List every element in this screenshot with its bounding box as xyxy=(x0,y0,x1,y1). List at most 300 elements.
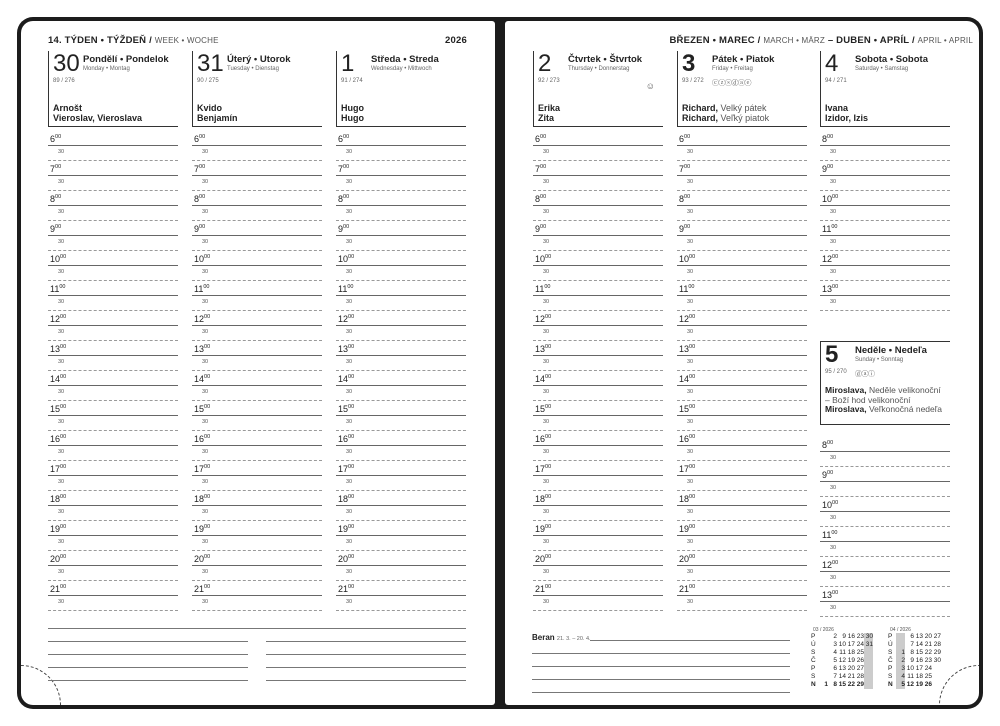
notes-line[interactable] xyxy=(48,680,248,681)
half-hour-label: 30 xyxy=(830,299,837,305)
day-subname: Saturday • Samstag xyxy=(855,66,909,72)
half-hour-label: 30 xyxy=(687,389,694,395)
half-hour-label: 30 xyxy=(830,455,837,461)
time-slot[interactable] xyxy=(677,221,807,251)
half-hour-label: 30 xyxy=(58,539,65,545)
half-hour-label: 30 xyxy=(202,269,209,275)
time-slot[interactable] xyxy=(820,497,950,527)
day-header xyxy=(192,51,322,127)
time-slot[interactable] xyxy=(677,311,807,341)
day-header xyxy=(48,51,178,127)
time-slot[interactable] xyxy=(192,311,322,341)
half-hour-label: 30 xyxy=(543,449,550,455)
mini-calendar-row: S 7 14 21 28 xyxy=(811,673,873,681)
half-hour-label: 30 xyxy=(830,515,837,521)
notes-line[interactable] xyxy=(266,680,466,681)
half-hour-label: 30 xyxy=(202,149,209,155)
half-hour-label: 30 xyxy=(687,329,694,335)
half-hour-label: 30 xyxy=(543,599,550,605)
time-slot[interactable] xyxy=(533,371,663,401)
time-slot[interactable] xyxy=(677,251,807,281)
notes-line[interactable] xyxy=(48,628,466,629)
time-slot[interactable] xyxy=(533,401,663,431)
time-slot[interactable] xyxy=(820,281,950,311)
half-hour-label: 30 xyxy=(687,269,694,275)
time-slot[interactable] xyxy=(820,221,950,251)
half-hour-label: 30 xyxy=(58,329,65,335)
day-name: Sobota • Sobota xyxy=(855,54,928,65)
hour-label: $8^{00}$ xyxy=(50,194,62,204)
time-slot[interactable] xyxy=(192,581,322,611)
hour-label: $15^{00}$ xyxy=(535,404,552,414)
name-day: Richard, Velký pátek Richard, Veľký piatok xyxy=(682,103,770,123)
time-slot[interactable] xyxy=(48,281,178,311)
month-header: BŘEZEN • MAREC / MARCH • MÄRZ – DUBEN • APRÍL / APRIL • APRIL xyxy=(669,35,973,46)
mini-calendar-row: P 6 13 20 27 xyxy=(811,665,873,673)
half-hour-label: 30 xyxy=(543,149,550,155)
half-hour-label: 30 xyxy=(58,569,65,575)
time-slot[interactable] xyxy=(48,491,178,521)
time-slot[interactable] xyxy=(533,251,663,281)
half-hour-label: 30 xyxy=(687,299,694,305)
half-hour-label: 30 xyxy=(830,575,837,581)
time-slot[interactable] xyxy=(336,251,466,281)
name-day: Miroslava, Neděle velikonoční – Boží hod velikonoční Miroslava, Veľkonočná nedeľa xyxy=(825,385,942,414)
half-hour-label: 30 xyxy=(687,149,694,155)
mini-calendar-row: P 6 13 20 27 xyxy=(888,633,941,640)
half-hour-label: 30 xyxy=(346,599,353,605)
time-slot[interactable] xyxy=(48,461,178,491)
day-subname: Sunday • Sonntag xyxy=(855,357,904,363)
time-slot[interactable] xyxy=(533,221,663,251)
day-subname: Thursday • Donnerstag xyxy=(568,66,630,72)
time-slot[interactable] xyxy=(677,131,807,161)
time-slot[interactable] xyxy=(336,341,466,371)
time-slot[interactable] xyxy=(677,371,807,401)
year-label: 2026 xyxy=(445,35,467,46)
day-name: Úterý • Utorok xyxy=(227,54,291,65)
half-hour-label: 30 xyxy=(346,419,353,425)
half-hour-label: 30 xyxy=(346,269,353,275)
hour-label: $6^{00}$ xyxy=(50,134,62,144)
time-slot[interactable] xyxy=(677,341,807,371)
time-slot[interactable] xyxy=(48,251,178,281)
mini-calendar-march xyxy=(811,627,873,689)
time-slot[interactable] xyxy=(820,557,950,587)
notes-line[interactable] xyxy=(590,640,790,641)
half-hour-label: 30 xyxy=(830,239,837,245)
notes-line[interactable] xyxy=(266,667,466,668)
hour-label: $7^{00}$ xyxy=(535,164,547,174)
time-slot[interactable] xyxy=(336,191,466,221)
notes-line[interactable] xyxy=(532,653,790,654)
half-hour-label: 30 xyxy=(346,449,353,455)
time-slot[interactable] xyxy=(192,551,322,581)
hour-label: $9^{00}$ xyxy=(50,224,62,234)
day-number: 5 xyxy=(825,341,839,368)
hour-label: $17^{00}$ xyxy=(679,464,696,474)
time-slot[interactable] xyxy=(820,251,950,281)
time-slot[interactable] xyxy=(192,461,322,491)
time-slot[interactable] xyxy=(336,521,466,551)
right-page xyxy=(505,21,979,705)
time-slot[interactable] xyxy=(820,131,950,161)
mini-calendar-row: N 5 12 19 26 xyxy=(888,681,932,688)
notes-line[interactable] xyxy=(48,641,248,642)
hour-label: $13^{00}$ xyxy=(822,590,839,600)
notes-line[interactable] xyxy=(48,654,248,655)
half-hour-label: 30 xyxy=(687,239,694,245)
time-slot[interactable] xyxy=(336,371,466,401)
time-slot[interactable] xyxy=(533,461,663,491)
day-subname: Tuesday • Dienstag xyxy=(227,66,279,72)
time-slot[interactable] xyxy=(533,281,663,311)
time-slot[interactable] xyxy=(820,191,950,221)
time-slot[interactable] xyxy=(677,581,807,611)
notes-line[interactable] xyxy=(532,692,790,693)
time-slot[interactable] xyxy=(820,437,950,467)
hour-label: $13^{00}$ xyxy=(338,344,355,354)
half-hour-label: 30 xyxy=(58,299,65,305)
day-column[interactable] xyxy=(677,51,807,611)
corner-arc xyxy=(21,665,61,705)
time-slot[interactable] xyxy=(336,551,466,581)
time-slot[interactable] xyxy=(336,431,466,461)
hour-label: $9^{00}$ xyxy=(535,224,547,234)
day-header xyxy=(336,51,466,127)
half-hour-label: 30 xyxy=(687,599,694,605)
half-hour-label: 30 xyxy=(346,149,353,155)
half-hour-label: 30 xyxy=(202,539,209,545)
moon-phase-icon: ☺ xyxy=(645,81,655,91)
time-slot[interactable] xyxy=(677,461,807,491)
half-hour-label: 30 xyxy=(202,359,209,365)
time-slot[interactable] xyxy=(192,251,322,281)
day-column[interactable] xyxy=(336,51,466,611)
hour-label: $15^{00}$ xyxy=(50,404,67,414)
notes-line[interactable] xyxy=(532,679,790,680)
half-hour-label: 30 xyxy=(543,269,550,275)
time-slot[interactable] xyxy=(677,491,807,521)
time-slot[interactable] xyxy=(48,581,178,611)
time-slot[interactable] xyxy=(336,281,466,311)
notes-line[interactable] xyxy=(266,654,466,655)
notes-line[interactable] xyxy=(266,641,466,642)
half-hour-label: 30 xyxy=(687,569,694,575)
time-slot[interactable] xyxy=(336,491,466,521)
time-slot[interactable] xyxy=(533,311,663,341)
day-number: 3 xyxy=(682,50,696,77)
hour-label: $16^{00}$ xyxy=(50,434,67,444)
half-hour-label: 30 xyxy=(346,569,353,575)
name-day: Arnošt Vieroslav, Vieroslava xyxy=(53,103,143,123)
half-hour-label: 30 xyxy=(830,605,837,611)
half-hour-label: 30 xyxy=(346,239,353,245)
hour-label: $7^{00}$ xyxy=(679,164,691,174)
half-hour-label: 30 xyxy=(346,329,353,335)
half-hour-label: 30 xyxy=(202,389,209,395)
half-hour-label: 30 xyxy=(202,329,209,335)
half-hour-label: 30 xyxy=(58,479,65,485)
time-slot[interactable] xyxy=(820,161,950,191)
time-slot[interactable] xyxy=(192,431,322,461)
time-slot[interactable] xyxy=(677,281,807,311)
sunday-header[interactable] xyxy=(820,341,950,425)
half-hour-label: 30 xyxy=(687,209,694,215)
hour-label: $20^{00}$ xyxy=(535,554,552,564)
time-slot[interactable] xyxy=(192,521,322,551)
hour-label: $10^{00}$ xyxy=(194,254,211,264)
half-hour-label: 30 xyxy=(58,269,65,275)
time-slot[interactable] xyxy=(820,467,950,497)
hour-label: $20^{00}$ xyxy=(338,554,355,564)
hour-label: $12^{00}$ xyxy=(194,314,211,324)
half-hour-label: 30 xyxy=(543,539,550,545)
mini-calendar-row: Č 2 9 16 23 30 xyxy=(888,657,941,664)
hour-label: $13^{00}$ xyxy=(194,344,211,354)
mini-calendar-row: S 1 8 15 22 29 xyxy=(888,649,941,656)
half-hour-label: 30 xyxy=(58,599,65,605)
day-header xyxy=(533,51,663,127)
time-slot[interactable] xyxy=(48,551,178,581)
day-count: 93 / 272 xyxy=(682,78,704,84)
time-slot[interactable] xyxy=(192,491,322,521)
notes-line[interactable] xyxy=(532,666,790,667)
time-slot[interactable] xyxy=(336,581,466,611)
hour-label: $16^{00}$ xyxy=(679,434,696,444)
mini-calendar-row: S 4 11 18 25 xyxy=(811,649,873,657)
half-hour-label: 30 xyxy=(346,209,353,215)
hour-label: $9^{00}$ xyxy=(822,164,834,174)
half-hour-label: 30 xyxy=(687,179,694,185)
half-hour-label: 30 xyxy=(687,449,694,455)
half-hour-label: 30 xyxy=(202,449,209,455)
hour-label: $16^{00}$ xyxy=(194,434,211,444)
time-slot[interactable] xyxy=(336,311,466,341)
hour-label: $12^{00}$ xyxy=(338,314,355,324)
half-hour-label: 30 xyxy=(687,479,694,485)
hour-label: $11^{00}$ xyxy=(338,284,354,294)
time-slot[interactable] xyxy=(533,431,663,461)
hour-label: $8^{00}$ xyxy=(822,134,834,144)
time-slot[interactable] xyxy=(48,191,178,221)
time-slot[interactable] xyxy=(48,401,178,431)
time-slot[interactable] xyxy=(677,431,807,461)
half-hour-label: 30 xyxy=(543,569,550,575)
time-slot[interactable] xyxy=(533,551,663,581)
half-hour-label: 30 xyxy=(346,539,353,545)
hour-label: $14^{00}$ xyxy=(194,374,211,384)
hour-label: $14^{00}$ xyxy=(50,374,67,384)
time-slot[interactable] xyxy=(533,131,663,161)
time-slot[interactable] xyxy=(677,161,807,191)
time-slot[interactable] xyxy=(533,491,663,521)
hour-label: $14^{00}$ xyxy=(535,374,552,384)
mini-calendar-row: Č 5 12 19 26 xyxy=(811,657,873,665)
time-slot[interactable] xyxy=(192,191,322,221)
day-column[interactable] xyxy=(192,51,322,611)
hour-label: $19^{00}$ xyxy=(679,524,696,534)
time-slot[interactable] xyxy=(336,221,466,251)
time-slot[interactable] xyxy=(48,431,178,461)
time-slot[interactable] xyxy=(192,341,322,371)
day-name: Pondělí • Pondelok xyxy=(83,54,169,65)
hour-label: $16^{00}$ xyxy=(338,434,355,444)
half-hour-label: 30 xyxy=(346,509,353,515)
time-slot[interactable] xyxy=(192,371,322,401)
hour-label: $17^{00}$ xyxy=(50,464,67,474)
hour-label: $12^{00}$ xyxy=(822,560,839,570)
hour-label: $13^{00}$ xyxy=(535,344,552,354)
day-column[interactable] xyxy=(533,51,663,611)
hour-label: $13^{00}$ xyxy=(822,284,839,294)
time-slot[interactable] xyxy=(48,311,178,341)
day-number: 2 xyxy=(538,50,552,77)
half-hour-label: 30 xyxy=(543,239,550,245)
hour-label: $9^{00}$ xyxy=(822,470,834,480)
hour-label: $17^{00}$ xyxy=(338,464,355,474)
week-title: 14. TÝDEN • TÝŽDEŇ / xyxy=(48,35,152,46)
hour-label: $18^{00}$ xyxy=(50,494,67,504)
hour-label: $7^{00}$ xyxy=(338,164,350,174)
hour-label: $13^{00}$ xyxy=(50,344,67,354)
notes-line[interactable] xyxy=(48,667,248,668)
day-header xyxy=(820,51,950,127)
hour-label: $11^{00}$ xyxy=(822,224,838,234)
hour-label: $18^{00}$ xyxy=(679,494,696,504)
hour-label: $21^{00}$ xyxy=(194,584,211,594)
half-hour-label: 30 xyxy=(58,419,65,425)
time-slot[interactable] xyxy=(192,161,322,191)
time-slot[interactable] xyxy=(677,551,807,581)
half-hour-label: 30 xyxy=(543,389,550,395)
half-hour-label: 30 xyxy=(543,329,550,335)
hour-label: $10^{00}$ xyxy=(822,500,839,510)
time-slot[interactable] xyxy=(192,401,322,431)
name-day: Kvido Benjamín xyxy=(197,103,238,123)
time-slot[interactable] xyxy=(820,587,950,617)
hour-label: $6^{00}$ xyxy=(194,134,206,144)
hour-label: $20^{00}$ xyxy=(194,554,211,564)
day-column[interactable] xyxy=(820,51,950,311)
hour-label: $19^{00}$ xyxy=(338,524,355,534)
mini-calendar-row: Ú 3 10 17 24 31 xyxy=(811,641,873,648)
hour-label: $7^{00}$ xyxy=(194,164,206,174)
time-slot[interactable] xyxy=(48,521,178,551)
time-slot[interactable] xyxy=(336,461,466,491)
half-hour-label: 30 xyxy=(687,509,694,515)
day-count: 95 / 270 xyxy=(825,369,847,375)
half-hour-label: 30 xyxy=(202,569,209,575)
time-slot[interactable] xyxy=(677,521,807,551)
time-slot[interactable] xyxy=(48,161,178,191)
time-slot[interactable] xyxy=(533,341,663,371)
time-slot[interactable] xyxy=(336,401,466,431)
hour-label: $19^{00}$ xyxy=(535,524,552,534)
hour-label: $21^{00}$ xyxy=(338,584,355,594)
half-hour-label: 30 xyxy=(58,209,65,215)
hour-label: $8^{00}$ xyxy=(822,440,834,450)
time-slot[interactable] xyxy=(533,161,663,191)
time-slot[interactable] xyxy=(336,161,466,191)
day-count: 92 / 273 xyxy=(538,78,560,84)
day-name: Čtvrtek • Štvrtok xyxy=(568,54,643,65)
left-page xyxy=(21,21,495,705)
half-hour-label: 30 xyxy=(346,479,353,485)
hour-label: $10^{00}$ xyxy=(822,194,839,204)
hour-label: $18^{00}$ xyxy=(194,494,211,504)
name-day: Ivana Izidor, Izis xyxy=(825,103,869,123)
time-slot[interactable] xyxy=(677,401,807,431)
hour-label: $15^{00}$ xyxy=(679,404,696,414)
half-hour-label: 30 xyxy=(202,209,209,215)
time-slot[interactable] xyxy=(48,131,178,161)
hour-label: $10^{00}$ xyxy=(679,254,696,264)
time-slot[interactable] xyxy=(48,221,178,251)
hour-label: $10^{00}$ xyxy=(50,254,67,264)
hour-label: $21^{00}$ xyxy=(50,584,67,594)
half-hour-label: 30 xyxy=(543,359,550,365)
hour-label: $10^{00}$ xyxy=(338,254,355,264)
day-name: Středa • Streda xyxy=(371,54,439,65)
half-hour-label: 30 xyxy=(346,179,353,185)
hour-label: $19^{00}$ xyxy=(50,524,67,534)
half-hour-label: 30 xyxy=(687,419,694,425)
half-hour-label: 30 xyxy=(202,299,209,305)
time-slot[interactable] xyxy=(533,521,663,551)
time-slot[interactable] xyxy=(820,527,950,557)
hour-label: $7^{00}$ xyxy=(50,164,62,174)
time-slot[interactable] xyxy=(48,341,178,371)
hour-label: $20^{00}$ xyxy=(50,554,67,564)
week-header xyxy=(48,35,219,46)
hour-label: $15^{00}$ xyxy=(338,404,355,414)
time-slot[interactable] xyxy=(192,281,322,311)
half-hour-label: 30 xyxy=(543,479,550,485)
hour-label: $8^{00}$ xyxy=(338,194,350,204)
hour-label: $15^{00}$ xyxy=(194,404,211,414)
day-column[interactable] xyxy=(48,51,178,611)
day-subname: Friday • Freitag xyxy=(712,66,753,72)
name-day: Erika Zita xyxy=(538,103,561,123)
time-slot[interactable] xyxy=(336,131,466,161)
hour-label: $11^{00}$ xyxy=(50,284,66,294)
half-hour-label: 30 xyxy=(58,509,65,515)
mini-calendar-row: P 2 9 16 23 30 xyxy=(811,633,873,640)
hour-label: $19^{00}$ xyxy=(194,524,211,534)
holiday-symbols: ⓒⓩⓢⓓⓐⓔ xyxy=(712,80,751,87)
hour-label: $14^{00}$ xyxy=(338,374,355,384)
half-hour-label: 30 xyxy=(346,389,353,395)
time-slot[interactable] xyxy=(533,581,663,611)
day-count: 94 / 271 xyxy=(825,78,847,84)
sunday-slots[interactable] xyxy=(820,437,950,617)
time-slot[interactable] xyxy=(533,191,663,221)
half-hour-label: 30 xyxy=(202,599,209,605)
time-slot[interactable] xyxy=(192,221,322,251)
hour-label: $11^{00}$ xyxy=(679,284,695,294)
half-hour-label: 30 xyxy=(202,419,209,425)
time-slot[interactable] xyxy=(677,191,807,221)
half-hour-label: 30 xyxy=(58,149,65,155)
half-hour-label: 30 xyxy=(543,179,550,185)
mini-calendar-title: 03 / 2026 xyxy=(813,627,834,633)
time-slot[interactable] xyxy=(48,371,178,401)
half-hour-label: 30 xyxy=(830,485,837,491)
time-slot[interactable] xyxy=(192,131,322,161)
half-hour-label: 30 xyxy=(830,545,837,551)
day-subname: Monday • Montag xyxy=(83,66,130,72)
